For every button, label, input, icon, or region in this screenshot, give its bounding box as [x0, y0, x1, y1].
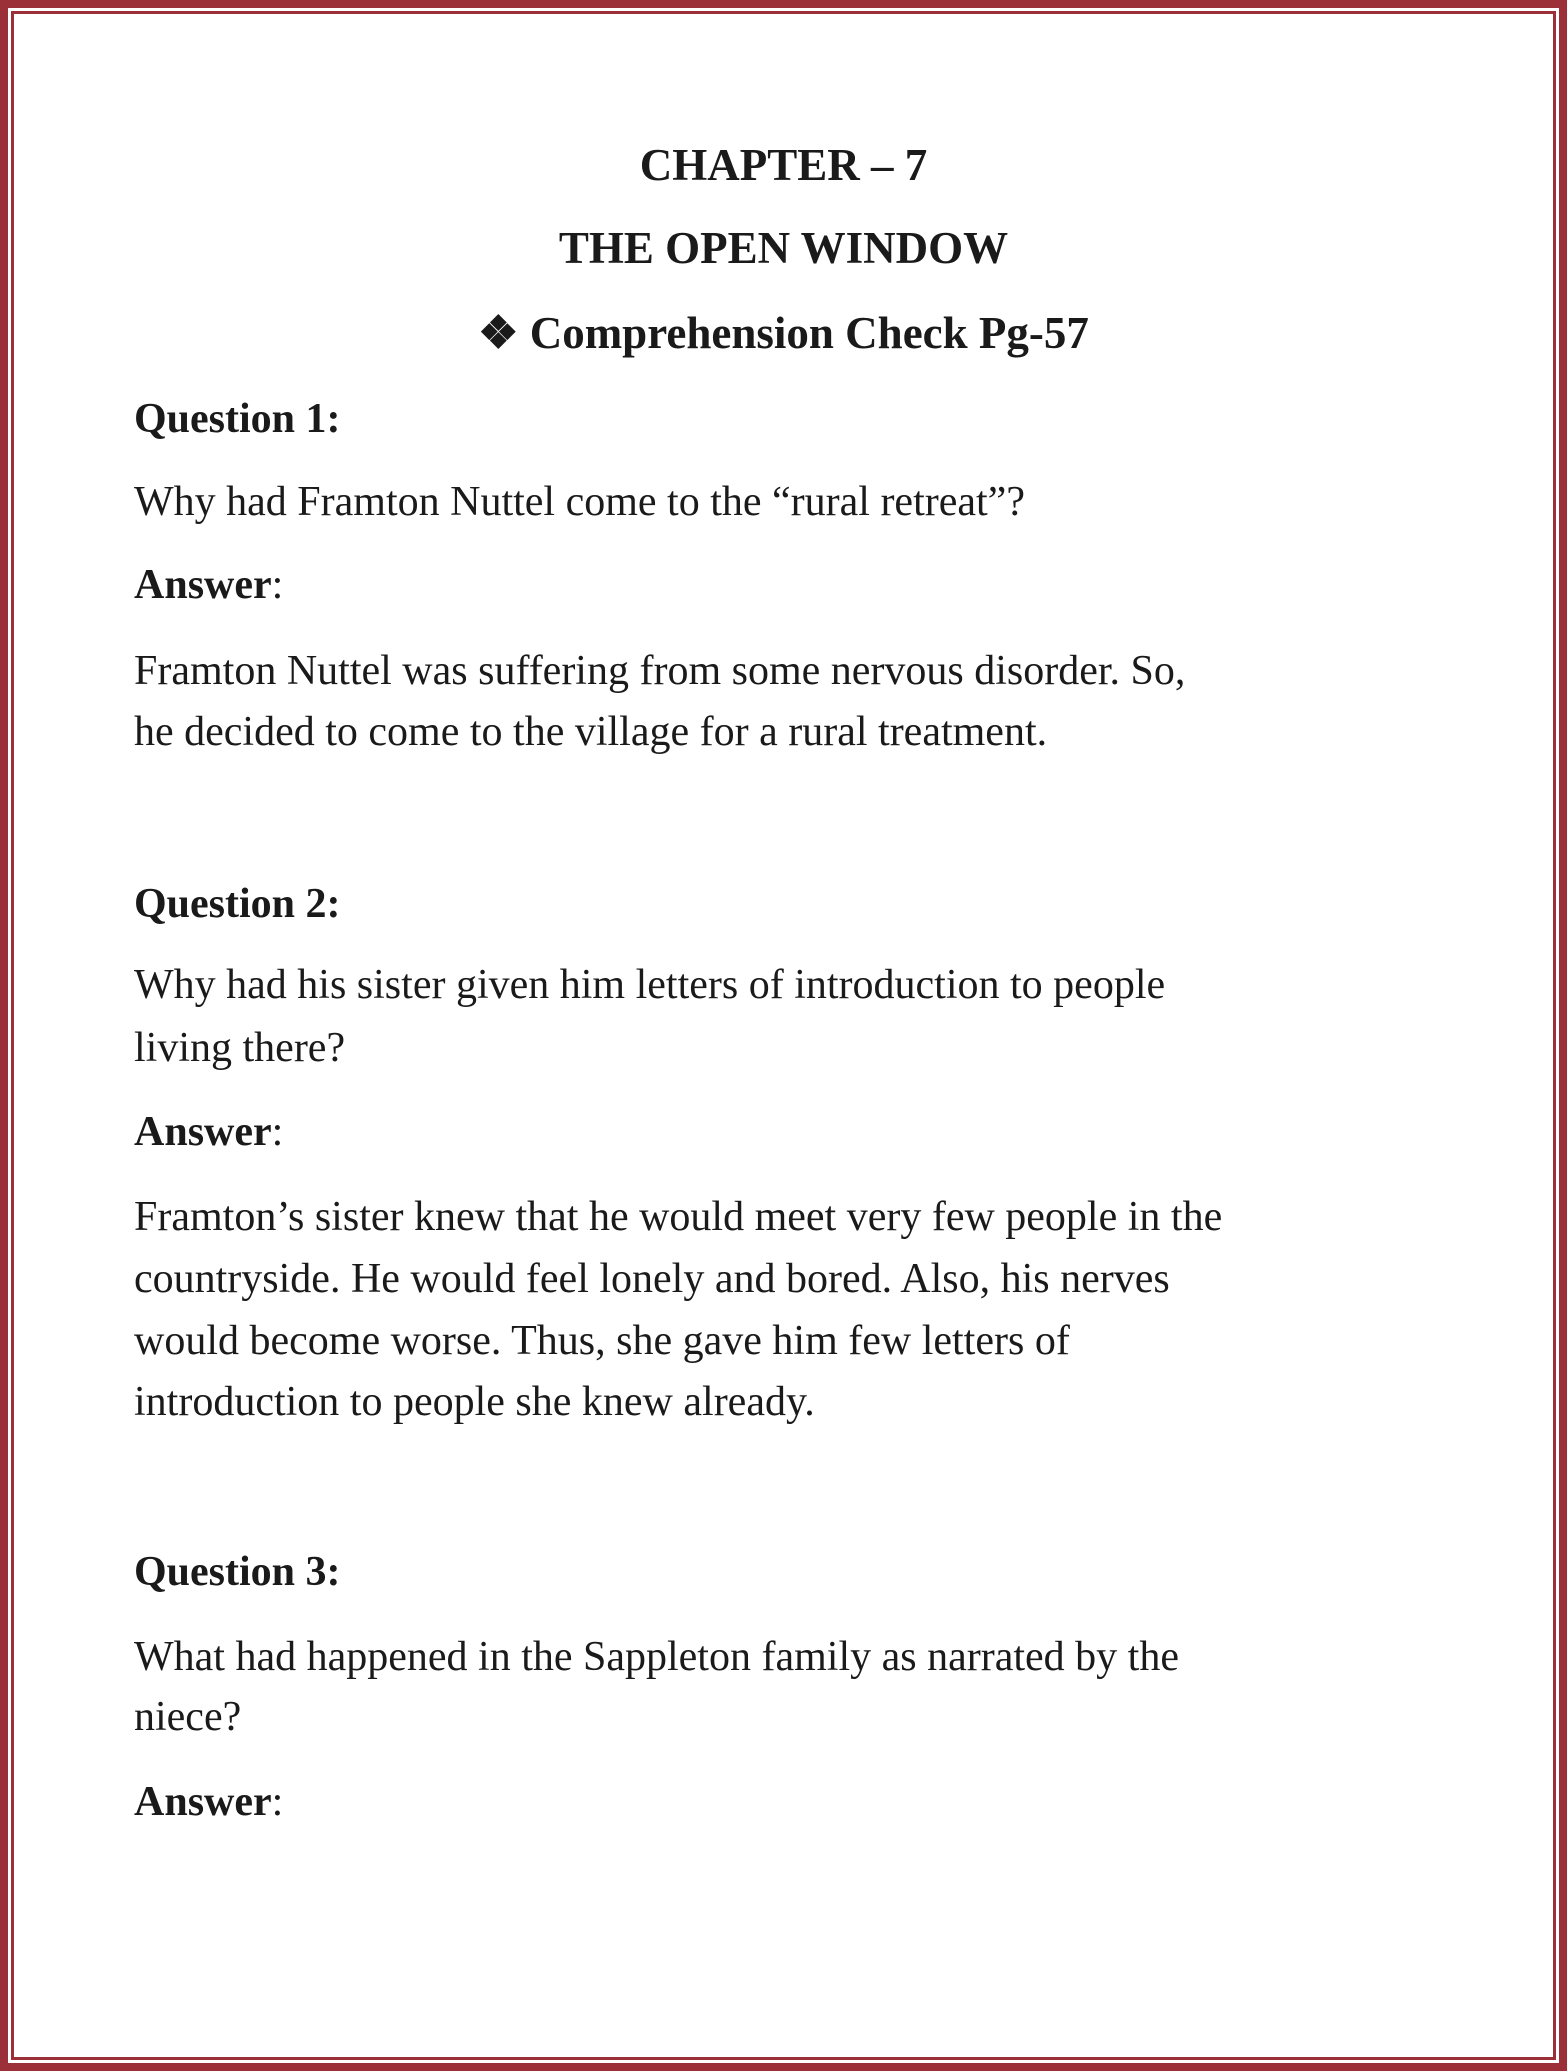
- diamond-bullet-icon: ❖: [478, 308, 519, 358]
- answer-text: countryside. He would feel lonely and bored. Also, his nerves: [134, 1256, 1170, 1302]
- answer-label: [134, 555, 283, 616]
- answer-text: would become worse. Thus, she gave him few letters of: [134, 1318, 1070, 1364]
- answer-label-text: Answer: [134, 1109, 272, 1155]
- answer-label: [134, 1102, 283, 1163]
- question-text: living there?: [134, 1025, 346, 1071]
- question-text: niece?: [134, 1694, 242, 1740]
- answer-colon: :: [271, 1779, 284, 1825]
- section-title: Comprehension Check Pg-57: [529, 308, 1089, 358]
- question-text: What had happened in the Sappleton family as narrated by the: [134, 1634, 1179, 1680]
- question-label: Question 2:: [134, 881, 341, 927]
- answer-text: Framton Nuttel was suffering from some nervous disorder. So,: [134, 648, 1186, 694]
- question-label: Question 3:: [134, 1549, 341, 1595]
- answer-colon: :: [271, 1109, 284, 1155]
- chapter-title: THE OPEN WINDOW: [558, 223, 1009, 273]
- answer-text: he decided to come to the village for a rural treatment.: [134, 709, 1048, 755]
- chapter-number: CHAPTER – 7: [639, 140, 928, 190]
- section-heading: [0, 303, 1567, 363]
- answer-text: introduction to people she knew already.: [134, 1379, 815, 1425]
- question-text: Why had Framton Nuttel come to the “rural retreat”?: [134, 479, 1025, 525]
- answer-text: Framton’s sister knew that he would meet very few people in the: [134, 1194, 1223, 1240]
- question-text: Why had his sister given him letters of introduction to people: [134, 962, 1166, 1008]
- question-label: Question 1:: [134, 396, 341, 442]
- answer-label-text: Answer: [134, 1779, 272, 1825]
- answer-label-text: Answer: [134, 562, 272, 608]
- answer-label: [134, 1772, 283, 1833]
- answer-colon: :: [271, 562, 284, 608]
